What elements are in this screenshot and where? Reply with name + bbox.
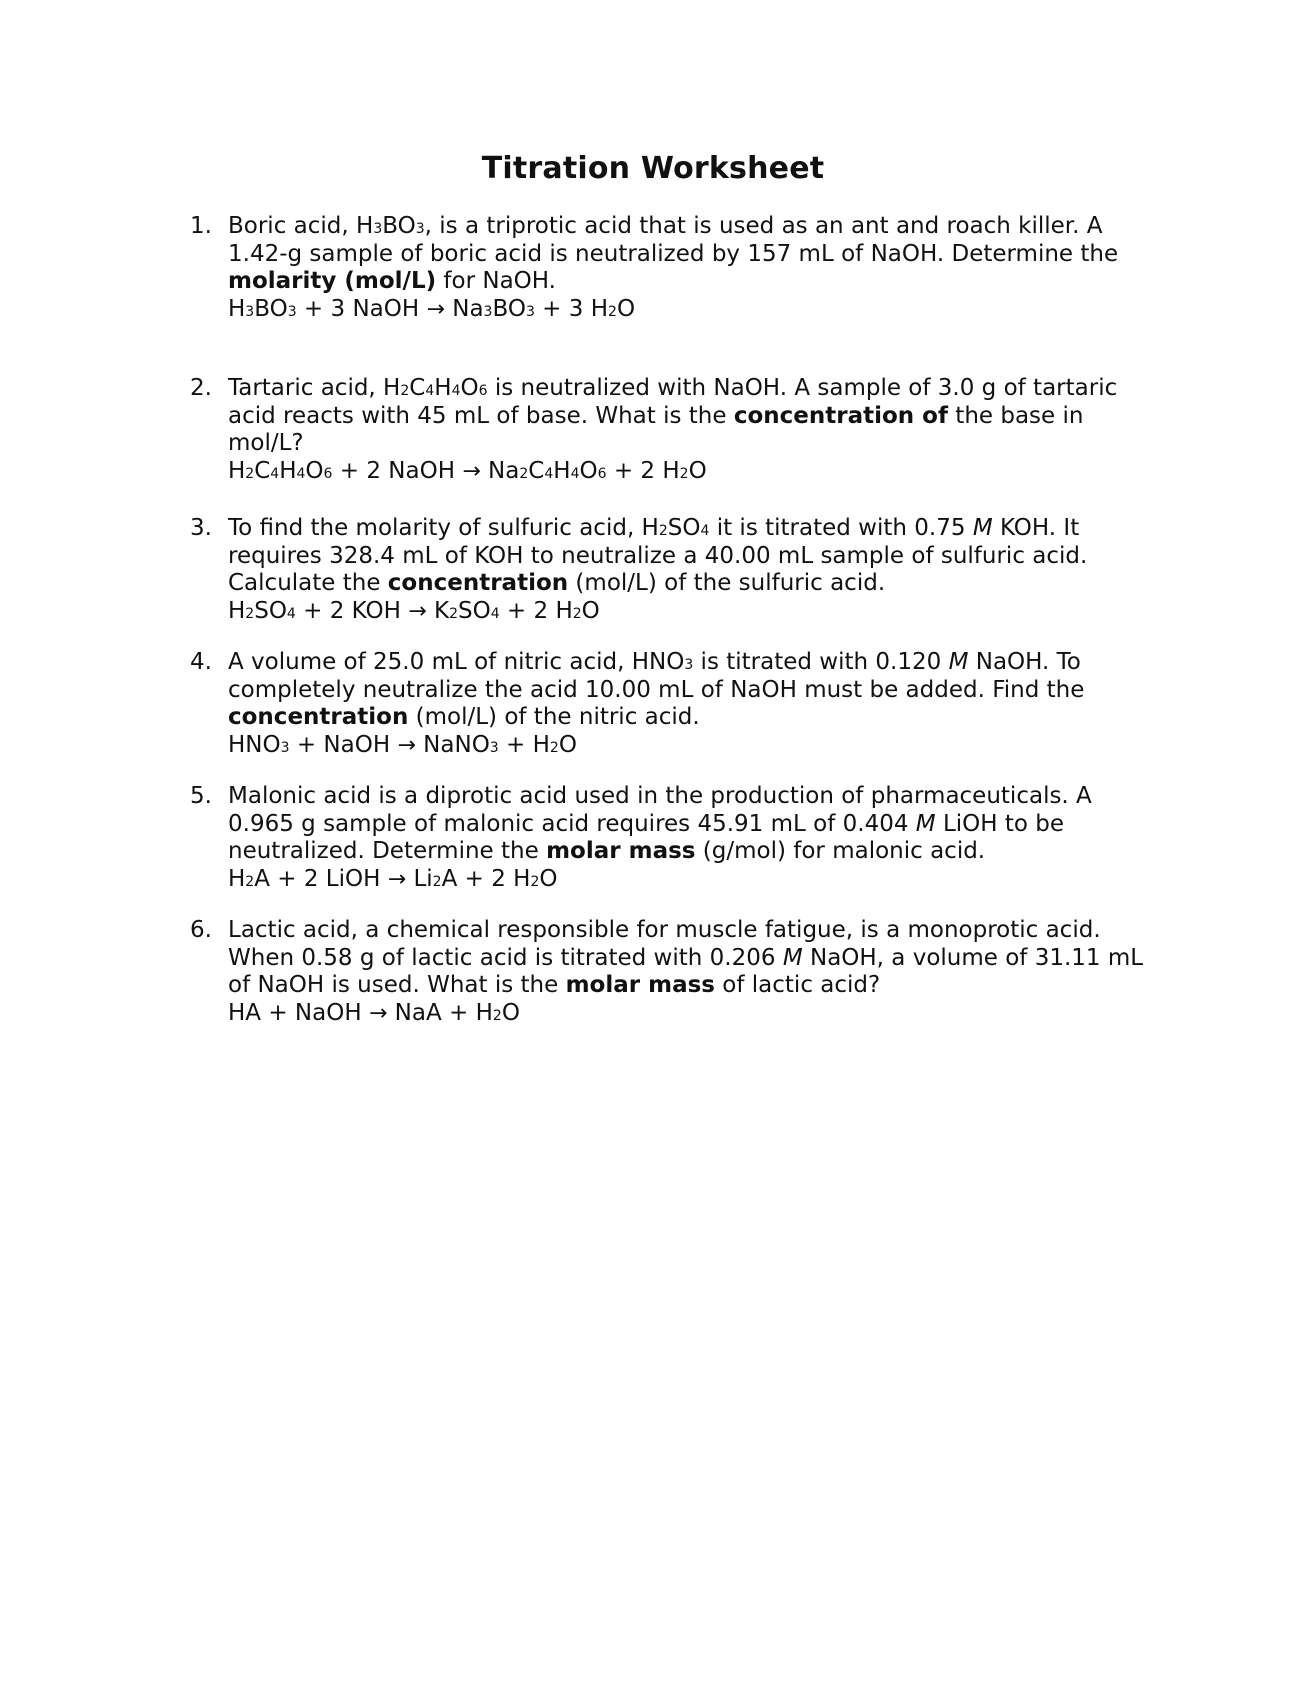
text-run: Tartaric acid, H bbox=[228, 375, 401, 401]
question-text bbox=[228, 213, 1148, 296]
emphasis-term: molarity (mol/L) bbox=[228, 268, 437, 294]
reaction-equation bbox=[228, 732, 1148, 760]
reaction-equation bbox=[228, 866, 1148, 894]
subscript: 3 bbox=[287, 303, 297, 320]
eq-run: H bbox=[228, 865, 246, 892]
eq-run: H bbox=[228, 295, 246, 322]
eq-run: O bbox=[616, 295, 636, 322]
subscript: 2 bbox=[519, 465, 529, 482]
eq-run: O bbox=[501, 999, 520, 1026]
eq-run: H bbox=[553, 457, 571, 484]
reaction-equation bbox=[228, 598, 1148, 626]
text-run: for NaOH. bbox=[436, 268, 556, 294]
eq-run: Na bbox=[480, 457, 520, 484]
subscript: 3 bbox=[684, 657, 694, 673]
question-body bbox=[228, 515, 1148, 625]
subscript: 3 bbox=[245, 303, 255, 320]
emphasis-term: concentration of bbox=[733, 402, 948, 429]
text-run: A volume of 25.0 mL of nitric acid, HNO bbox=[228, 649, 685, 675]
eq-run: + 2 KOH bbox=[295, 597, 409, 624]
question-text bbox=[228, 515, 1148, 598]
subscript: 2 bbox=[245, 605, 255, 622]
question-body bbox=[228, 213, 1148, 323]
text-run: is neutralized with NaOH. A sample of 3.0 g of tartaric acid reacts with 45 mL of base. What is the bbox=[228, 375, 1118, 429]
subscript: 4 bbox=[544, 465, 554, 482]
subscript: 2 bbox=[449, 605, 458, 622]
subscript: 4 bbox=[425, 383, 435, 399]
eq-run: K bbox=[426, 597, 450, 624]
eq-run: O bbox=[579, 457, 598, 484]
text-run: LiOH to be neutralized. Determine the bbox=[228, 810, 1065, 864]
eq-run: + NaOH bbox=[289, 731, 398, 758]
subscript: 2 bbox=[245, 465, 255, 482]
question-number: 3. bbox=[190, 515, 212, 541]
question-text bbox=[228, 783, 1148, 866]
question-text bbox=[228, 649, 1148, 732]
subscript: 6 bbox=[597, 465, 607, 482]
subscript: 4 bbox=[270, 465, 280, 482]
eq-run: O bbox=[558, 731, 577, 758]
subscript: 4 bbox=[286, 605, 296, 622]
text-run: H bbox=[434, 375, 452, 401]
eq-run: NaA + H bbox=[387, 999, 493, 1026]
subscript: 3 bbox=[415, 221, 425, 237]
eq-run: H bbox=[228, 457, 246, 484]
subscript: 4 bbox=[451, 383, 461, 399]
question-body bbox=[228, 375, 1148, 485]
eq-run: SO bbox=[254, 597, 287, 624]
eq-run: SO bbox=[457, 597, 491, 624]
eq-run: H bbox=[228, 597, 246, 624]
eq-run: O bbox=[581, 597, 600, 624]
emphasis-term: molar mass bbox=[565, 972, 715, 998]
text-run: Boric acid, H bbox=[228, 213, 374, 239]
question-number: 6. bbox=[190, 917, 212, 943]
reaction-equation bbox=[228, 296, 1148, 324]
subscript: 3 bbox=[489, 739, 499, 756]
eq-run: + 2 H bbox=[499, 597, 573, 624]
eq-run: O bbox=[305, 457, 324, 484]
text-run: of lactic acid? bbox=[714, 972, 881, 998]
text-run: (mol/L) of the sulfuric acid. bbox=[568, 570, 886, 596]
molarity-unit: M bbox=[972, 515, 993, 541]
text-run: NaOH, a volume of 31.11 mL of NaOH is used. What is the bbox=[228, 944, 1144, 998]
subscript: 2 bbox=[245, 873, 255, 890]
subscript: 3 bbox=[483, 303, 493, 320]
reaction-arrow-icon: → bbox=[426, 296, 445, 322]
eq-run: C bbox=[528, 457, 545, 484]
page-title: Titration Worksheet bbox=[481, 151, 825, 186]
subscript: 2 bbox=[549, 739, 559, 756]
text-run: it is titrated with 0.75 bbox=[709, 515, 973, 541]
subscript: 3 bbox=[525, 303, 535, 320]
question-text bbox=[228, 917, 1148, 1000]
eq-run: H bbox=[279, 457, 297, 484]
subscript: 3 bbox=[373, 221, 383, 237]
text-run: (mol/L) of the nitric acid. bbox=[408, 704, 700, 730]
reaction-equation bbox=[228, 1000, 1148, 1028]
text-run: C bbox=[409, 375, 426, 401]
text-run: SO bbox=[667, 515, 701, 541]
text-run: NaOH. To completely neutralize the acid 10.00 mL of NaOH must be added. Find the bbox=[228, 649, 1085, 703]
eq-run: HA + NaOH bbox=[228, 999, 369, 1026]
subscript: 2 bbox=[608, 303, 617, 320]
emphasis-term: concentration bbox=[387, 570, 569, 596]
text-run: KOH. It requires 328.4 mL of KOH to neutralize a 40.00 mL sample of sulfuric acid. Calculate the bbox=[228, 515, 1088, 596]
molarity-unit: M bbox=[782, 944, 803, 971]
question-number: 1. bbox=[190, 213, 212, 239]
eq-run: BO bbox=[492, 295, 526, 322]
subscript: 4 bbox=[490, 605, 500, 622]
question-body bbox=[228, 783, 1148, 893]
eq-run: + 2 NaOH bbox=[332, 457, 463, 484]
eq-run: O bbox=[539, 865, 558, 892]
subscript: 6 bbox=[478, 383, 488, 399]
reaction-arrow-icon: → bbox=[368, 1000, 388, 1026]
emphasis-term: concentration bbox=[228, 704, 409, 730]
subscript: 2 bbox=[679, 465, 689, 482]
molarity-unit: M bbox=[915, 810, 936, 837]
subscript: 2 bbox=[400, 383, 410, 399]
eq-run: + H bbox=[498, 731, 550, 758]
text-run: the base in mol/L? bbox=[228, 402, 1084, 456]
text-run: BO bbox=[382, 213, 416, 239]
reaction-equation bbox=[228, 458, 1148, 486]
eq-run: A + 2 H bbox=[441, 865, 531, 892]
subscript: 4 bbox=[296, 465, 306, 482]
subscript: 4 bbox=[700, 523, 710, 539]
subscript: 2 bbox=[658, 523, 668, 539]
eq-run: HNO bbox=[228, 731, 281, 758]
eq-run: Na bbox=[444, 295, 484, 322]
text-run: Lactic acid, a chemical responsible for muscle fatigue, is a monoprotic acid. When 0.58 g of lactic acid is titrated with 0.206 bbox=[228, 917, 1101, 971]
text-run: To find the molarity of sulfuric acid, H bbox=[228, 515, 659, 541]
reaction-arrow-icon: → bbox=[462, 458, 481, 484]
subscript: 2 bbox=[432, 873, 442, 890]
subscript: 6 bbox=[323, 465, 333, 482]
reaction-arrow-icon: → bbox=[387, 866, 407, 892]
question-number: 4. bbox=[190, 649, 212, 675]
reaction-arrow-icon: → bbox=[408, 598, 427, 624]
question-number: 2. bbox=[190, 375, 212, 401]
question-body bbox=[228, 649, 1148, 759]
eq-run: Li bbox=[406, 865, 433, 892]
question-number: 5. bbox=[190, 783, 212, 809]
text-run: , is a triprotic acid that is used as an ant and roach killer. A 1.42-g sample of boric acid is neutralized by 157 mL of NaOH. Determine the bbox=[228, 213, 1119, 267]
text-run: Malonic acid is a diprotic acid used in the production of pharmaceuticals. A 0.965 g sample of malonic acid requires 45.91 mL of 0.404 bbox=[228, 783, 1092, 837]
eq-run: NaNO bbox=[415, 731, 490, 758]
eq-run: A + 2 LiOH bbox=[254, 865, 388, 892]
text-run: is titrated with 0.120 bbox=[693, 649, 949, 675]
subscript: 2 bbox=[572, 605, 582, 622]
eq-run: + 3 H bbox=[534, 295, 609, 322]
subscript: 3 bbox=[280, 739, 290, 756]
subscript: 2 bbox=[530, 873, 540, 890]
question-text bbox=[228, 375, 1148, 458]
eq-run: + 2 H bbox=[606, 457, 680, 484]
emphasis-term: molar mass bbox=[546, 838, 696, 864]
text-run: O bbox=[460, 375, 479, 401]
molarity-unit: M bbox=[948, 649, 969, 675]
subscript: 2 bbox=[492, 1007, 502, 1024]
eq-run: C bbox=[254, 457, 271, 484]
question-body bbox=[228, 917, 1148, 1027]
eq-run: O bbox=[688, 457, 707, 484]
eq-run: BO bbox=[254, 295, 288, 322]
reaction-arrow-icon: → bbox=[397, 732, 416, 758]
eq-run: + 3 NaOH bbox=[296, 295, 427, 322]
subscript: 4 bbox=[570, 465, 580, 482]
text-run: (g/mol) for malonic acid. bbox=[695, 838, 986, 864]
